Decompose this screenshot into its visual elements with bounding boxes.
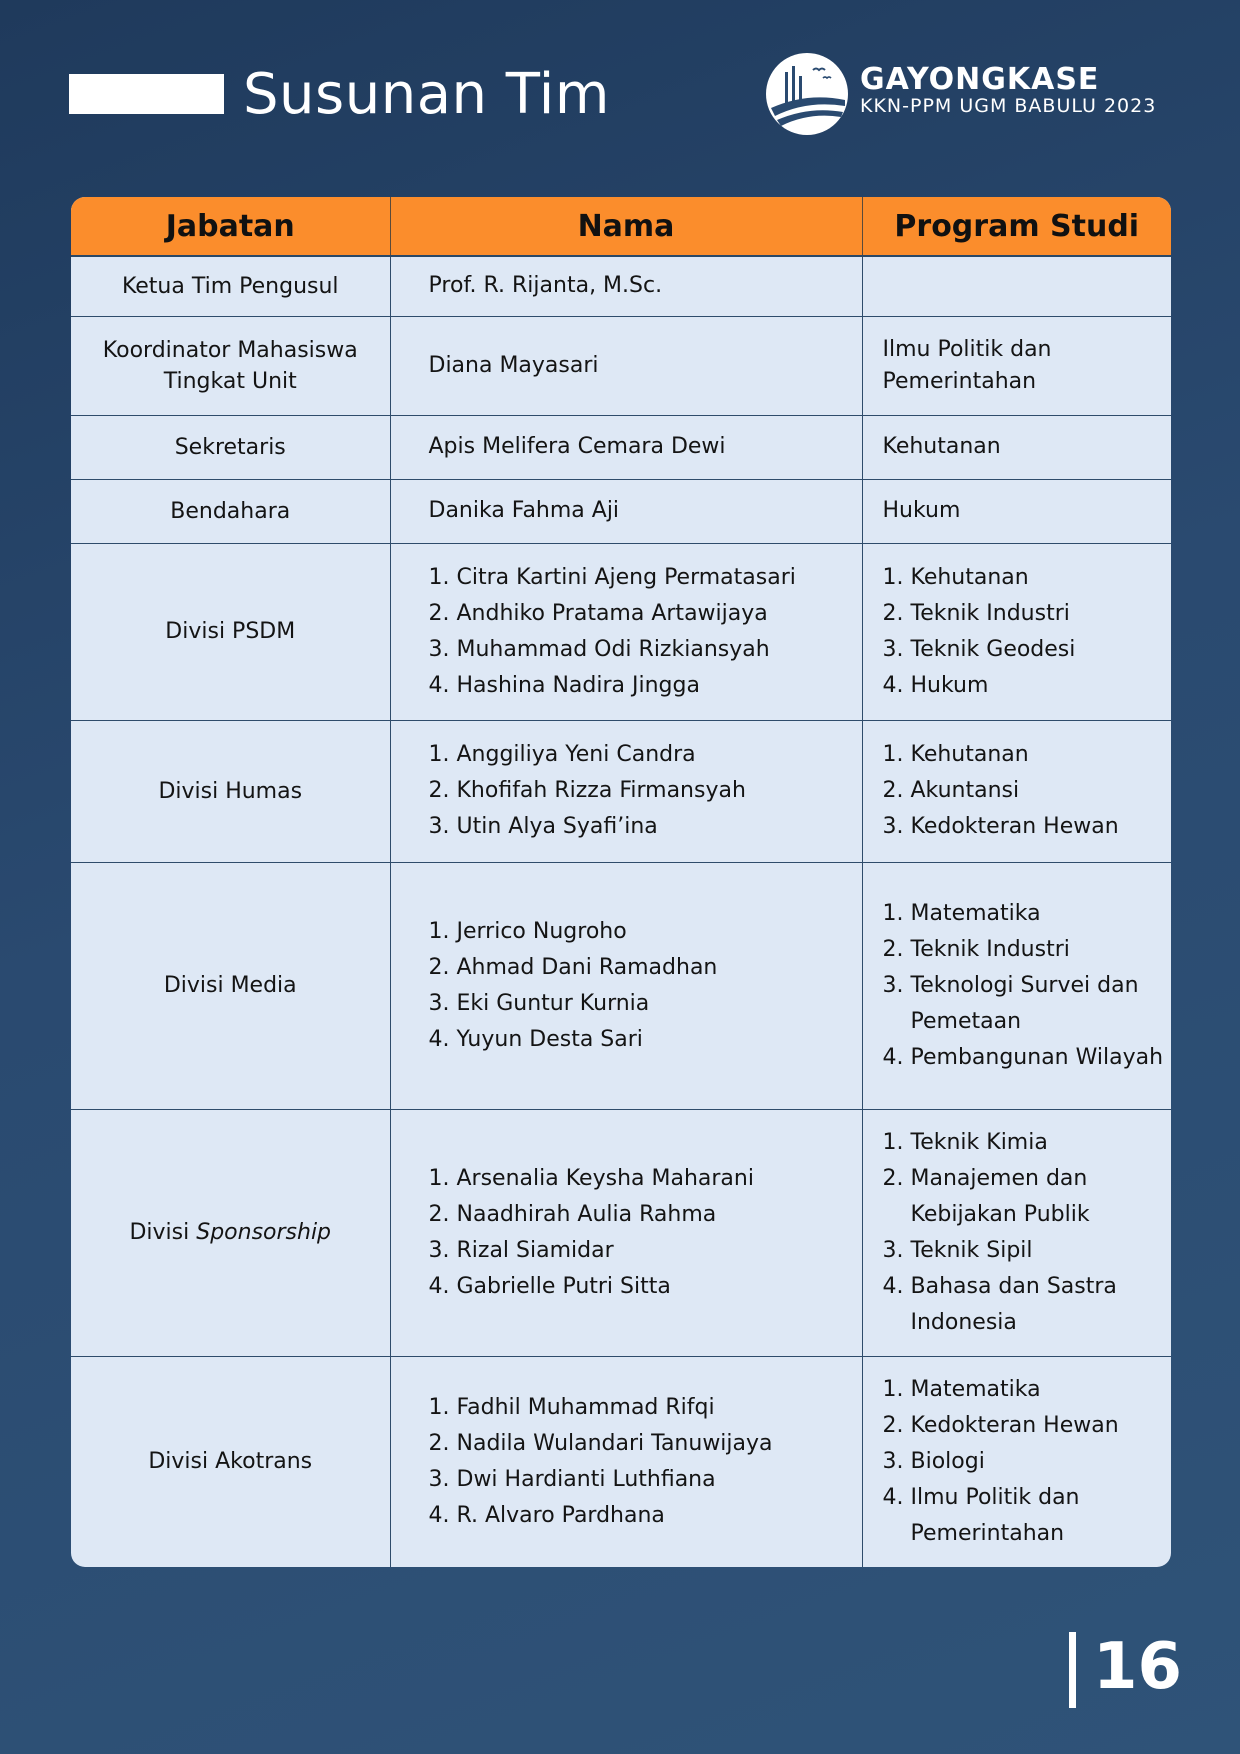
nama-cell <box>390 1109 862 1356</box>
study-program: Teknik Kimia <box>910 1129 1048 1155</box>
table-row <box>71 316 1171 415</box>
jabatan-emphasis: Sponsorship <box>196 1220 332 1245</box>
nama-cell <box>390 1356 862 1567</box>
program-list <box>883 560 1166 704</box>
member-name: Apis Melifera Cemara Dewi <box>428 434 726 459</box>
study-program: Kedokteran Hewan <box>910 814 1119 839</box>
study-program: Kehutanan <box>910 564 1029 590</box>
member-name: Citra Kartini Ajeng Permatasari <box>456 564 796 590</box>
page-title: Susunan Tim <box>243 62 610 127</box>
member-name: Arsenalia Keysha Maharani <box>456 1165 754 1191</box>
member-name: Gabrielle Putri Sitta <box>456 1273 671 1299</box>
jabatan-cell: Bendahara <box>71 479 390 543</box>
prodi-cell <box>862 479 1171 543</box>
member-name: Andhiko Pratama Artawijaya <box>456 600 768 626</box>
jabatan-cell: Ketua Tim Pengusul <box>71 256 390 316</box>
prodi-cell <box>862 720 1171 862</box>
member-name: Prof. R. Rijanta, M.Sc. <box>428 273 663 299</box>
study-program: Bahasa dan Sastra Indonesia <box>910 1273 1117 1335</box>
prodi-cell <box>862 543 1171 720</box>
table-row <box>71 1356 1171 1567</box>
table-row <box>71 256 1171 316</box>
jabatan-prefix: Divisi <box>129 1220 197 1245</box>
study-program: Akuntansi <box>910 778 1020 803</box>
member-name: Nadila Wulandari Tanuwijaya <box>456 1430 773 1456</box>
prodi-cell <box>862 316 1171 415</box>
study-program: Hukum <box>882 498 961 523</box>
member-name: Diana Mayasari <box>428 352 599 378</box>
member-name: Utin Alya Syafi’ina <box>456 814 658 839</box>
member-name: Rizal Siamidar <box>456 1237 614 1263</box>
member-name: Fadhil Muhammad Rifqi <box>456 1394 715 1420</box>
team-structure-table <box>71 197 1171 1567</box>
table-row <box>71 862 1171 1109</box>
table-header-row <box>71 197 1171 256</box>
jabatan-cell <box>71 1109 390 1356</box>
study-program: Hukum <box>910 672 989 698</box>
member-name: Eki Guntur Kurnia <box>456 990 650 1016</box>
title-accent-bar <box>69 74 224 114</box>
member-name: Danika Fahma Aji <box>428 498 620 523</box>
study-program: Matematika <box>910 900 1041 926</box>
header-nama: Nama <box>390 197 862 256</box>
member-name: Muhammad Odi Rizkiansyah <box>456 636 770 662</box>
program-list <box>883 737 1166 845</box>
member-name: Jerrico Nugroho <box>456 918 627 944</box>
member-list <box>429 737 854 845</box>
member-list <box>429 914 854 1058</box>
study-program: Teknologi Survei dan Pemetaan <box>910 972 1139 1034</box>
table-row <box>71 479 1171 543</box>
member-list <box>429 560 854 704</box>
jabatan-cell: Koordinator Mahasiswa Tingkat Unit <box>71 316 390 415</box>
prodi-cell <box>862 1109 1171 1356</box>
member-name: Yuyun Desta Sari <box>456 1026 643 1052</box>
program-list <box>883 896 1166 1076</box>
nama-cell <box>390 720 862 862</box>
study-program: Pembangunan Wilayah <box>910 1044 1164 1070</box>
study-program: Manajemen dan Kebijakan Publik <box>910 1165 1090 1227</box>
member-name: Ahmad Dani Ramadhan <box>456 954 718 980</box>
header-jabatan: Jabatan <box>71 197 390 256</box>
study-program: Matematika <box>910 1376 1041 1402</box>
member-list <box>429 1390 854 1534</box>
table-row <box>71 543 1171 720</box>
study-program: Biologi <box>910 1448 985 1474</box>
study-program: Teknik Sipil <box>910 1237 1033 1263</box>
member-name: Naadhirah Aulia Rahma <box>456 1201 717 1227</box>
nama-cell <box>390 543 862 720</box>
nama-cell <box>390 479 862 543</box>
member-name: Dwi Hardianti Luthfiana <box>456 1466 716 1492</box>
member-name: R. Alvaro Pardhana <box>456 1502 665 1528</box>
program-list <box>883 1125 1166 1341</box>
study-program: Teknik Geodesi <box>910 636 1076 662</box>
jabatan-cell: Sekretaris <box>71 415 390 479</box>
jabatan-cell: Divisi Humas <box>71 720 390 862</box>
study-program: Kehutanan <box>882 434 1001 459</box>
brand-subtitle: KKN-PPM UGM BABULU 2023 <box>860 95 1157 117</box>
prodi-cell <box>862 256 1171 316</box>
study-program: Teknik Industri <box>910 600 1070 626</box>
program-list <box>883 1372 1166 1552</box>
member-name: Anggiliya Yeni Candra <box>456 742 696 767</box>
member-list <box>429 1161 854 1305</box>
page-number-divider <box>1069 1632 1076 1708</box>
jabatan-cell: Divisi Media <box>71 862 390 1109</box>
table-row <box>71 720 1171 862</box>
member-name: Khofifah Rizza Firmansyah <box>456 778 746 803</box>
nama-cell <box>390 415 862 479</box>
nama-cell <box>390 862 862 1109</box>
brand-name: GAYONGKASE <box>860 62 1100 97</box>
table-row <box>71 415 1171 479</box>
study-program: Kehutanan <box>910 742 1029 767</box>
nama-cell <box>390 256 862 316</box>
nama-cell <box>390 316 862 415</box>
header-program-studi: Program Studi <box>862 197 1171 256</box>
study-program: Teknik Industri <box>910 936 1070 962</box>
table-row <box>71 1109 1171 1356</box>
prodi-cell <box>862 1356 1171 1567</box>
member-name: Hashina Nadira Jingga <box>456 672 700 698</box>
study-program: Kedokteran Hewan <box>910 1412 1119 1438</box>
jabatan-cell: Divisi PSDM <box>71 543 390 720</box>
study-program: Ilmu Politik dan Pemerintahan <box>882 336 1052 394</box>
prodi-cell <box>862 415 1171 479</box>
study-program: Ilmu Politik dan Pemerintahan <box>910 1484 1080 1546</box>
prodi-cell <box>862 862 1171 1109</box>
gayongkase-logo-icon <box>765 52 849 136</box>
page-number: 16 <box>1093 1630 1183 1704</box>
jabatan-cell: Divisi Akotrans <box>71 1356 390 1567</box>
